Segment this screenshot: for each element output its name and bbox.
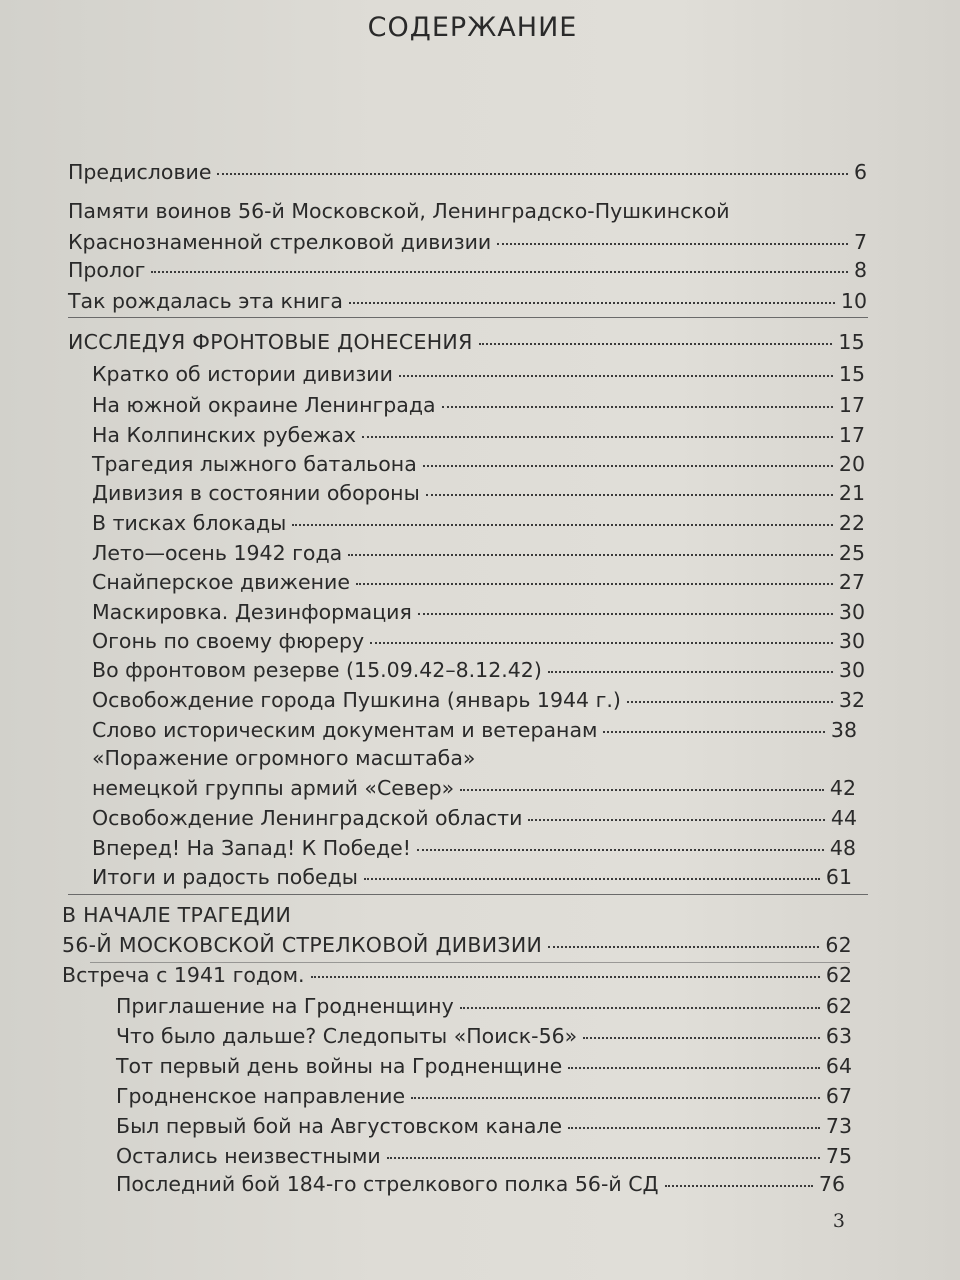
dot-leader	[460, 789, 824, 791]
toc-entry-title: Последний бой 184-го стрелкового полка 56-й СД	[116, 1172, 659, 1196]
toc-entry-page: 62	[825, 933, 852, 957]
toc-entry-title: 56-Й МОСКОВСКОЙ СТРЕЛКОВОЙ ДИВИЗИИ	[62, 933, 543, 957]
dot-leader	[411, 1097, 820, 1099]
toc-entry-page: 30	[838, 658, 865, 682]
toc-entry	[116, 1114, 852, 1138]
toc-entry	[62, 903, 291, 927]
toc-entry-title: На Колпинских рубежах	[92, 423, 357, 447]
dot-leader	[528, 819, 824, 821]
toc-entry	[116, 1172, 845, 1196]
toc-entry	[68, 199, 730, 223]
toc-entry-page: 75	[825, 1144, 852, 1168]
section-divider	[68, 317, 868, 318]
toc-entry-title: Вперед! На Запад! К Победе!	[92, 836, 411, 860]
dot-leader	[362, 436, 833, 438]
toc-entry-page: 10	[840, 289, 867, 313]
toc-entry-title: Во фронтовом резерве (15.09.42–8.12.42)	[92, 658, 542, 682]
toc-entry-title: Слово историческим документам и ветеранам	[92, 718, 598, 742]
toc-entry	[116, 1144, 852, 1168]
dot-leader	[292, 524, 833, 526]
toc-entry-title: Краснознаменной стрелковой дивизии	[68, 230, 492, 254]
dot-leader	[479, 343, 833, 345]
dot-leader	[311, 976, 820, 978]
toc-entry	[92, 452, 865, 476]
dot-leader	[423, 465, 833, 467]
toc-entry	[92, 718, 857, 742]
dot-leader	[370, 642, 833, 644]
toc-entry-page: 73	[825, 1114, 852, 1138]
toc-entry-page: 62	[825, 963, 852, 987]
toc-entry	[62, 963, 852, 987]
dot-leader	[348, 554, 833, 556]
toc-entry	[92, 658, 865, 682]
dot-leader	[568, 1127, 820, 1129]
toc-entry-title: В тисках блокады	[92, 511, 287, 535]
toc-entry	[116, 1054, 852, 1078]
toc-entry	[92, 393, 865, 417]
dot-leader	[417, 849, 824, 851]
toc-entry	[92, 629, 865, 653]
toc-entry	[92, 362, 865, 386]
dot-leader	[356, 583, 833, 585]
toc-entry-title: Итоги и радость победы	[92, 865, 358, 889]
toc-entry-title: Предисловие	[68, 160, 212, 184]
toc-entry-title: Встреча с 1941 годом.	[62, 963, 305, 987]
toc-entry-page: 15	[838, 330, 865, 354]
toc-entry-title: Что было дальше? Следопыты «Поиск-56»	[116, 1024, 578, 1048]
toc-entry-title: Памяти воинов 56-й Московской, Ленинградско-Пушкинской	[68, 199, 730, 223]
toc-entry-title: На южной окраине Ленинграда	[92, 393, 436, 417]
toc-entry	[92, 511, 865, 535]
dot-leader	[568, 1067, 820, 1069]
toc-entry-title: Кратко об истории дивизии	[92, 362, 393, 386]
toc-entry-page: 30	[838, 600, 865, 624]
toc-entry	[92, 570, 865, 594]
toc-entry-page: 38	[830, 718, 857, 742]
toc-entry-title: Был первый бой на Августовском канале	[116, 1114, 563, 1138]
toc-entry-title: Трагедия лыжного батальона	[92, 452, 417, 476]
toc-entry-page: 42	[829, 776, 856, 800]
toc-entry-page: 7	[853, 230, 867, 254]
toc-entry-page: 30	[838, 629, 865, 653]
toc-entry	[92, 688, 865, 712]
toc-entry-page: 15	[838, 362, 865, 386]
toc-entry	[62, 933, 852, 957]
toc-entry	[92, 865, 852, 889]
dot-leader	[364, 878, 820, 880]
toc-entry-title: Остались неизвестными	[116, 1144, 381, 1168]
section-divider	[68, 894, 868, 895]
toc-entry-title: ИССЛЕДУЯ ФРОНТОВЫЕ ДОНЕСЕНИЯ	[68, 330, 473, 354]
toc-entry	[68, 330, 865, 354]
dot-leader	[665, 1185, 813, 1187]
toc-entry-page: 63	[825, 1024, 852, 1048]
toc-entry-page: 17	[838, 393, 865, 417]
dot-leader	[603, 731, 824, 733]
toc-entry-title: Приглашение на Гродненщину	[116, 994, 454, 1018]
dot-leader	[442, 406, 833, 408]
toc-entry	[68, 230, 867, 254]
toc-entry	[116, 1084, 852, 1108]
toc-entry-page: 67	[825, 1084, 852, 1108]
toc-entry	[68, 289, 867, 313]
dot-leader	[548, 671, 833, 673]
toc-entry-page: 25	[838, 541, 865, 565]
dot-leader	[497, 243, 848, 245]
dot-leader	[583, 1037, 820, 1039]
toc-entry-page: 62	[825, 994, 852, 1018]
toc-entry-title: Огонь по своему фюреру	[92, 629, 365, 653]
toc-entry	[92, 481, 865, 505]
toc-entry	[92, 541, 865, 565]
toc-entry-title: Маскировка. Дезинформация	[92, 600, 412, 624]
toc-entry-page: 61	[825, 865, 852, 889]
dot-leader	[460, 1007, 820, 1009]
toc-entry-title: Освобождение Ленинградской области	[92, 806, 523, 830]
toc-entry	[92, 423, 865, 447]
toc-entry-page: 20	[838, 452, 865, 476]
toc-entry-page: 6	[853, 160, 867, 184]
toc-entry-page: 8	[853, 258, 867, 282]
toc-entry	[116, 1024, 852, 1048]
dot-leader	[548, 946, 819, 948]
toc-entry-page: 44	[830, 806, 857, 830]
toc-entry-title: Пролог	[68, 258, 146, 282]
dot-leader	[349, 302, 835, 304]
toc-entry	[68, 160, 867, 184]
toc-entry	[68, 258, 867, 282]
toc-entry-title: немецкой группы армий «Север»	[92, 776, 455, 800]
toc-entry	[92, 806, 857, 830]
dot-leader	[426, 494, 833, 496]
dot-leader	[151, 271, 848, 273]
toc-entry	[92, 600, 865, 624]
toc-entry-title: Дивизия в состоянии обороны	[92, 481, 420, 505]
toc-entry-title: Снайперское движение	[92, 570, 350, 594]
toc-entry-page: 64	[825, 1054, 852, 1078]
toc-entry-page: 76	[818, 1172, 845, 1196]
toc-entry-page: 32	[838, 688, 865, 712]
dot-leader	[217, 173, 847, 175]
toc-entry-title: Так рождалась эта книга	[68, 289, 343, 313]
toc-entry-title: Тот первый день войны на Гродненщине	[116, 1054, 563, 1078]
toc-entry	[92, 836, 856, 860]
toc-entry-page: 21	[838, 481, 865, 505]
toc-entry-page: 22	[838, 511, 865, 535]
toc-entry-title: Освобождение города Пушкина (январь 1944 г.)	[92, 688, 621, 712]
toc-entry-page: 48	[829, 836, 856, 860]
page-number: 3	[832, 1210, 845, 1232]
toc-entry-page: 17	[838, 423, 865, 447]
toc-entry	[92, 776, 856, 800]
dot-leader	[399, 375, 833, 377]
toc-entry	[116, 994, 852, 1018]
toc-entry-page: 27	[838, 570, 865, 594]
toc-entry-title: Лето—осень 1942 года	[92, 541, 343, 565]
dot-leader	[387, 1157, 820, 1159]
toc-entry-title: Гродненское направление	[116, 1084, 406, 1108]
toc-entry	[92, 746, 475, 770]
toc-entry-title: В НАЧАЛЕ ТРАГЕДИИ	[62, 903, 292, 927]
page-title: СОДЕРЖАНИЕ	[367, 12, 578, 43]
dot-leader	[418, 613, 833, 615]
toc-entry-title: «Поражение огромного масштаба»	[92, 746, 476, 770]
dot-leader	[627, 701, 833, 703]
